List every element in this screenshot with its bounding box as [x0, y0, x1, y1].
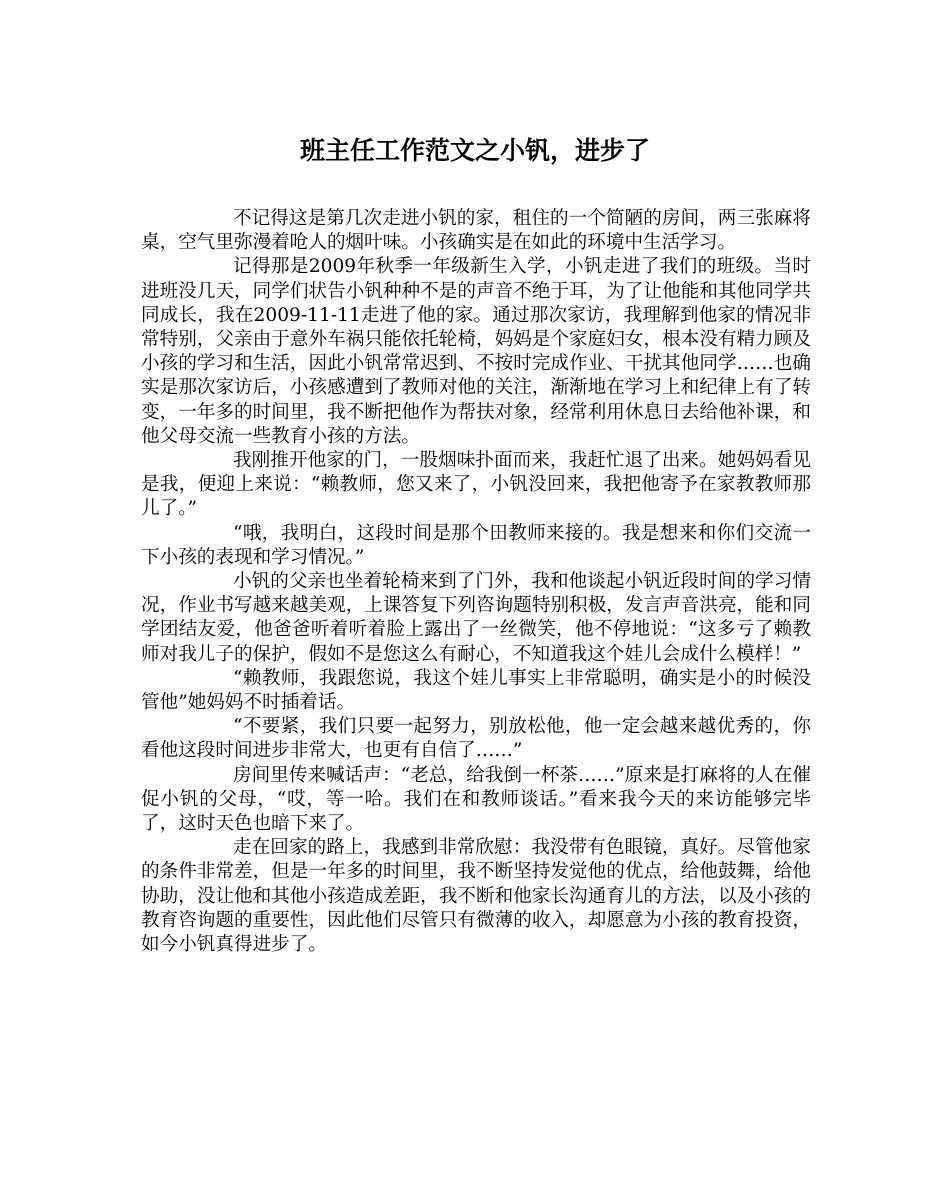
document-body [141, 207, 811, 957]
paragraph-4: “哦，我明白，这段时间是那个田教师来接的。我是想来和你们交流一下小孩的表现和学习情况。” [141, 522, 811, 568]
paragraph-3: 我刚推开他家的门，一股烟味扑面而来，我赶忙退了出来。她妈妈看见是我，便迎上来说：“赖教师，您又来了，小钒没回来，我把他寄予在家教教师那儿了。” [141, 450, 811, 520]
paragraph-2: 记得那是2009年秋季一年级新生入学，小钒走进了我们的班级。当时进班没几天，同学们状告小钒种种不是的声音不绝于耳，为了让他能和其他同学共同成长，我在2009-11-11走进了他的家。通过那次家访，我理解到他家的情况非常特别，父亲由于意外车祸只能依托轮椅，妈妈是个家庭妇女，根本没有精力顾及小孩的学习和生活，因此小钒常常迟到、不按时完成作业、干扰其他同学……也确实是那次家访后，小孩感遭到了教师对他的关注，渐渐地在学习上和纪律上有了转变，一年多的时间里，我不断把他作为帮扶对象，经常利用休息日去给他补课，和他父母交流一些教育小孩的方法。 [141, 256, 811, 447]
document-title: 班主任工作范文之小钒，进步了 [299, 136, 650, 165]
paragraph-1: 不记得这是第几次走进小钒的家，租住的一个简陋的房间，两三张麻将桌，空气里弥漫着呛人的烟叶味。小孩确实是在如此的环境中生活学习。 [141, 208, 811, 254]
paragraph-8: 房间里传来喊话声：“老总，给我倒一杯茶……”原来是打麻将的人在催促小钒的父母，“哎，等一哈。我们在和教师谈话。”看来我今天的来访能够完毕了，这时天色也暗下来了。 [141, 764, 811, 835]
paragraph-9: 走在回家的路上，我感到非常欣慰：我没带有色眼镜，真好。尽管他家的条件非常差，但是一年多的时间里，我不断坚持发觉他的优点，给他鼓舞，给他协助，没让他和其他小孩造成差距，我不断和他家长沟通育儿的方法，以及小孩的教育咨询题的重要性，因此他们尽管只有微薄的收入，却愿意为小孩的教育投资，如今小钒真得进步了。 [141, 837, 811, 956]
paragraph-7: “不要紧，我们只要一起努力，别放松他，他一定会越来越优秀的，你看他这段时间进步非常大，也更有自信了……” [141, 716, 811, 762]
paragraph-5: 小钒的父亲也坐着轮椅来到了门外，我和他谈起小钒近段时间的学习情况，作业书写越来越美观，上课答复下列咨询题特别积极，发言声音洪亮，能和同学团结友爱，他爸爸听着听着脸上露出了一丝微笑，他不停地说：“这多亏了赖教师对我儿子的保护，假如不是您这么有耐心，不知道我这个娃儿会成什么模样！” [141, 571, 811, 665]
paragraph-6: “赖教师，我跟您说，我这个娃儿事实上非常聪明，确实是小的时候没管他”她妈妈不时插着话。 [141, 667, 811, 714]
